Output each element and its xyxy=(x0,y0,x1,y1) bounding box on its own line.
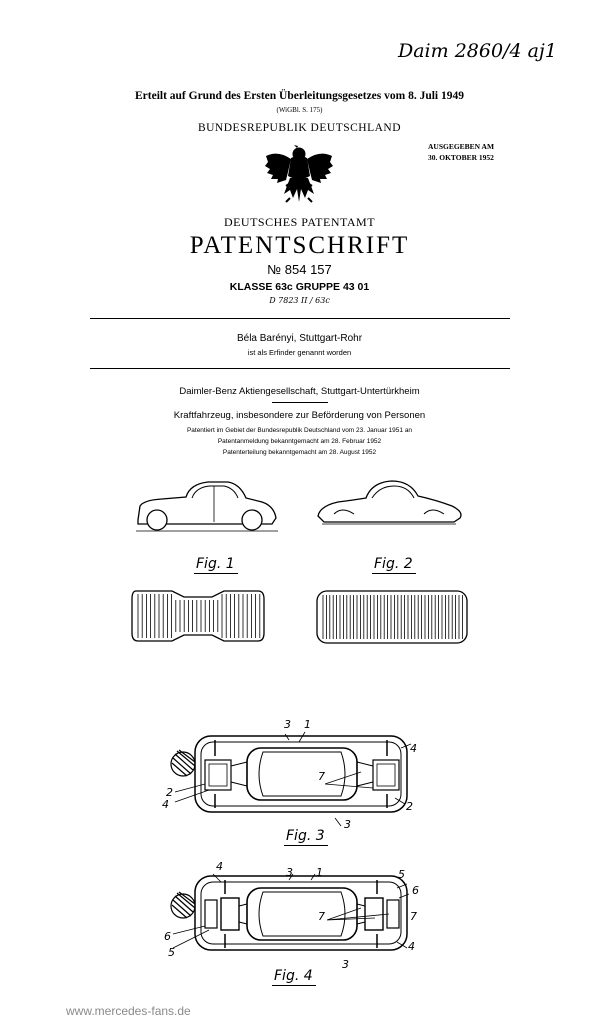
figure-2-underline xyxy=(372,573,416,574)
fig3-ref-3-top: 3 xyxy=(284,718,291,731)
fig4-ref-5-left: 5 xyxy=(168,946,175,959)
file-reference: D 7823 II / 63c xyxy=(269,296,330,305)
fig4-ref-7: 7 xyxy=(318,910,325,923)
fig4-ref-6-left: 6 xyxy=(164,930,171,943)
inventor-name: Béla Barényi, Stuttgart-Rohr xyxy=(236,333,363,344)
fig4-ref-3-bottom: 3 xyxy=(342,958,349,971)
figure-4-label: Fig. 4 xyxy=(274,968,313,984)
patent-title: Kraftfahrzeug, insbesondere zur Beförderung von Personen xyxy=(173,410,426,421)
handwritten-note: Daim 2860/4 aj1 xyxy=(398,40,557,62)
figure-3-label: Fig. 3 xyxy=(286,828,325,844)
office-heading: DEUTSCHES PATENTAMT xyxy=(223,215,376,229)
figure-2-label: Fig. 2 xyxy=(374,556,413,572)
country-heading: BUNDESREPUBLIK DEUTSCHLAND xyxy=(197,122,402,134)
fig4-ref-5-right: 5 xyxy=(398,868,405,881)
fig3-ref-7: 7 xyxy=(318,770,325,783)
fig3-ref-4-right: 4 xyxy=(410,742,417,755)
divider-middle xyxy=(90,368,510,369)
date-line-3: Patenterteilung bekanntgemacht am 28. August 1952 xyxy=(222,449,377,456)
fig3-ref-4-left: 4 xyxy=(162,798,169,811)
fig4-ref-3: 3 xyxy=(286,866,293,879)
fig3-ref-2-left: 2 xyxy=(166,786,173,799)
federal-eagle-emblem xyxy=(264,142,334,208)
issued-date: 30. OKTOBER 1952 xyxy=(428,153,494,162)
fig4-ref-4-top: 4 xyxy=(216,860,223,873)
fig3-ref-3-bottom: 3 xyxy=(344,818,351,831)
fig4-ref-4-right: 4 xyxy=(408,940,415,953)
fig3-ref-2-right: 2 xyxy=(406,800,413,813)
classification: KLASSE 63c GRUPPE 43 01 xyxy=(229,281,370,293)
issued-label: AUSGEGEBEN AM xyxy=(428,142,495,151)
inventor-note: ist als Erfinder genannt worden xyxy=(247,348,352,357)
figure-2-side-view xyxy=(314,478,464,534)
fig3-ref-1: 1 xyxy=(304,718,311,731)
document-type: PATENTSCHRIFT xyxy=(189,232,410,259)
figure-3-chassis-diagram xyxy=(165,726,425,826)
applicant: Daimler-Benz Aktiengesellschaft, Stuttgart-Untertürkheim xyxy=(179,386,420,397)
figure-4-chassis-diagram xyxy=(165,868,425,964)
figure-4-underline xyxy=(272,985,316,986)
patent-number: № 854 157 xyxy=(267,262,332,277)
figure-1-top-view xyxy=(128,585,268,647)
figure-1-underline xyxy=(194,573,238,574)
divider-top xyxy=(90,318,510,319)
date-line-2: Patentanmeldung bekanntgemacht am 28. Februar 1952 xyxy=(217,438,382,445)
figure-2-top-view xyxy=(314,587,470,647)
law-reference: (WiGBl. S. 175) xyxy=(276,106,323,114)
figure-1-side-view xyxy=(132,478,282,538)
date-line-1: Patentiert im Gebiet der Bundesrepublik Deutschland vom 23. Januar 1951 an xyxy=(186,427,413,434)
footer-watermark: www.mercedes-fans.de xyxy=(66,1004,191,1018)
fig4-ref-1: 1 xyxy=(316,866,323,879)
fig4-ref-6-right: 6 xyxy=(412,884,419,897)
fig4-ref-7-far: 7 xyxy=(410,910,417,923)
figure-3-underline xyxy=(284,845,328,846)
divider-short xyxy=(272,402,328,403)
figure-1-label: Fig. 1 xyxy=(196,556,235,572)
law-line: Erteilt auf Grund des Ersten Überleitungsgesetzes vom 8. Juli 1949 xyxy=(134,90,464,102)
